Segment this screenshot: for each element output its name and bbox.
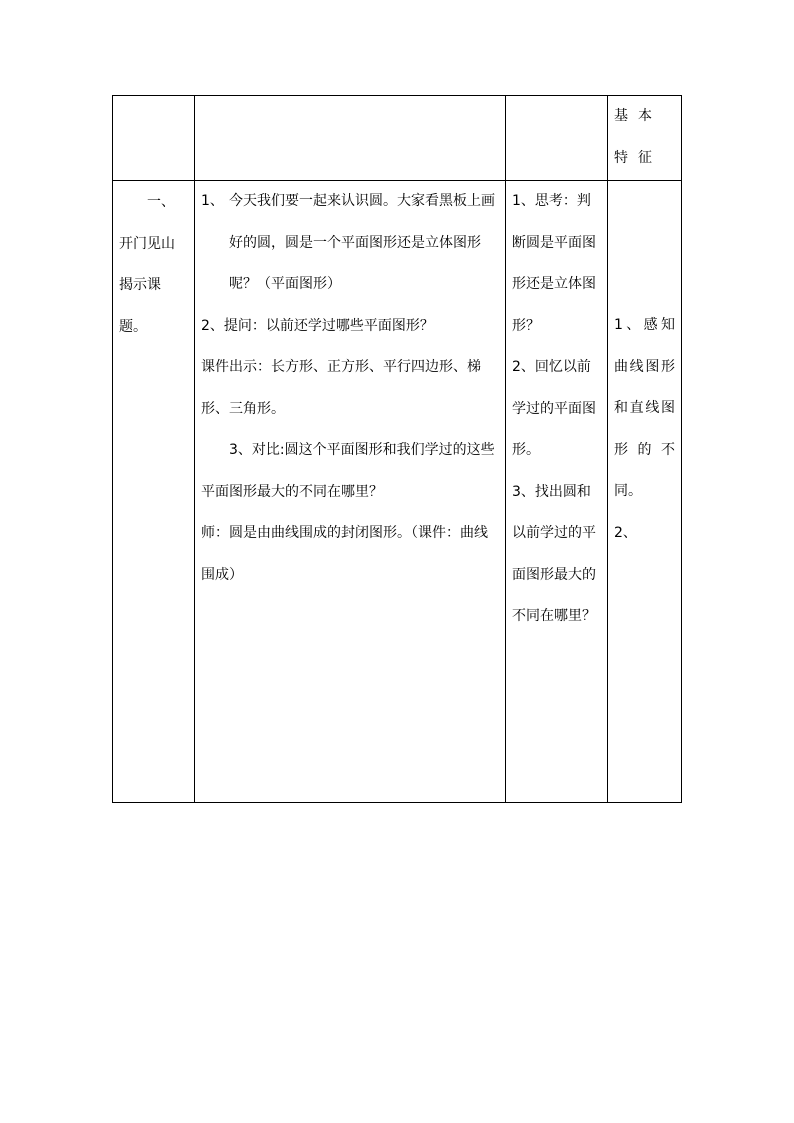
intent-item-2: 2、 — [614, 524, 637, 541]
table-row-intro — [113, 181, 682, 803]
teacher-summary: 师：圆是由曲线围成的封闭图形。（课件：曲线围成） — [201, 525, 488, 583]
teacher-courseware-shapes: 课件出示：长方形、正方形、平行四边形、梯形、三角形。 — [201, 359, 481, 417]
teacher-item-1-text: 今天我们要一起来认识圆。大家看黑板上画好的圆，圆是一个平面图形还是立体图形呢？（平面图形） — [229, 193, 495, 292]
teacher-item-2: 2、提问：以前还学过哪些平面图形？ — [201, 317, 434, 334]
header-cell-3 — [506, 96, 608, 181]
basic-features-label: 基本特征 — [614, 108, 662, 166]
intent-cell — [608, 181, 682, 803]
table-header-row — [113, 96, 682, 181]
teacher-item-1 — [201, 181, 499, 306]
teacher-item-3: 3、对比:圆这个平面图形和我们学过的这些平面图形最大的不同在哪里？ — [201, 442, 495, 500]
student-activity-cell — [506, 181, 608, 803]
student-item-1: 1、思考：判断圆是平面图形还是立体图形？ — [512, 193, 596, 334]
intent-item-1: 1、感知曲线图形和直线图形的不同。 — [614, 317, 675, 499]
stage-label: 一、开门见山揭示课题。 — [119, 194, 175, 335]
teacher-item-1-number: 1、 — [201, 193, 224, 209]
student-item-3: 3、找出圆和以前学过的平面图形最大的不同在哪里？ — [512, 483, 596, 624]
stage-cell — [113, 181, 195, 803]
header-cell-basic-features — [608, 96, 682, 181]
header-cell-2 — [195, 96, 506, 181]
lesson-plan-table — [112, 95, 682, 803]
teacher-activity-cell — [195, 181, 506, 803]
header-cell-1 — [113, 96, 195, 181]
student-item-2: 2、回忆以前学过的平面图形。 — [512, 359, 596, 458]
